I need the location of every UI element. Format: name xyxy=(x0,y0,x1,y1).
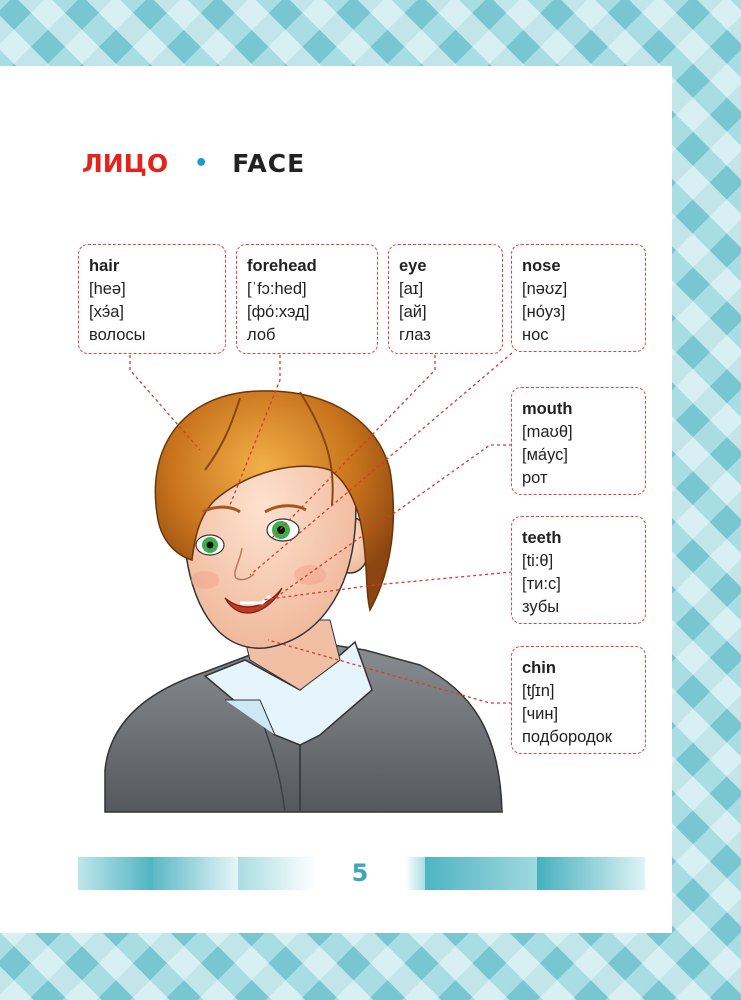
word-english: nose xyxy=(522,257,561,275)
word-ipa: [maʊθ] xyxy=(522,423,573,441)
footer-bar-right-3 xyxy=(537,857,645,890)
word-ipa: [ti:θ] xyxy=(522,552,554,570)
word-ipa: [heə] xyxy=(89,280,126,298)
word-translation: подбородок xyxy=(522,728,613,746)
word-translation: зубы xyxy=(522,598,560,616)
word-ipa: [nəʊz] xyxy=(522,280,568,298)
card-forehead xyxy=(236,244,378,354)
word-russian-transcription: [чин] xyxy=(522,705,559,723)
word-russian-transcription: [фо́:хэд] xyxy=(247,303,310,321)
card-chin xyxy=(511,646,646,754)
word-russian-transcription: [хэ́а] xyxy=(89,303,125,321)
word-translation: лоб xyxy=(247,326,276,344)
title-russian: ЛИЦО xyxy=(82,148,169,178)
card-eye xyxy=(388,244,503,354)
word-translation: волосы xyxy=(89,326,146,344)
word-russian-transcription: [ти:с] xyxy=(522,575,561,593)
word-english: hair xyxy=(89,257,120,275)
card-teeth xyxy=(511,516,646,624)
footer-bar-left-3 xyxy=(238,857,316,890)
footer-bar-left-1 xyxy=(78,857,153,890)
word-russian-transcription: [ай] xyxy=(399,303,427,321)
footer-bar-left-2 xyxy=(153,857,238,890)
card-mouth xyxy=(511,387,646,495)
card-hair xyxy=(78,244,226,354)
footer-bar-right-2 xyxy=(425,857,537,890)
word-ipa: [aɪ] xyxy=(399,280,424,298)
word-english: teeth xyxy=(522,529,562,547)
page-number: 5 xyxy=(351,859,369,887)
word-translation: нос xyxy=(522,326,549,344)
word-russian-transcription: [ма́ус] xyxy=(522,446,569,464)
word-translation: глаз xyxy=(399,326,431,344)
word-russian-transcription: [но́уз] xyxy=(522,303,566,321)
word-translation: рот xyxy=(522,469,548,487)
word-ipa: [tʃɪn] xyxy=(522,682,555,700)
title-separator-dot: • xyxy=(194,150,209,176)
title-english: FACE xyxy=(232,148,306,178)
word-english: chin xyxy=(522,659,556,677)
word-ipa: [ˈfɔ:hed] xyxy=(247,280,307,298)
word-english: forehead xyxy=(247,257,317,275)
footer-bar-right-1 xyxy=(405,857,425,890)
word-english: mouth xyxy=(522,400,573,418)
word-english: eye xyxy=(399,257,427,275)
card-nose xyxy=(511,244,646,352)
